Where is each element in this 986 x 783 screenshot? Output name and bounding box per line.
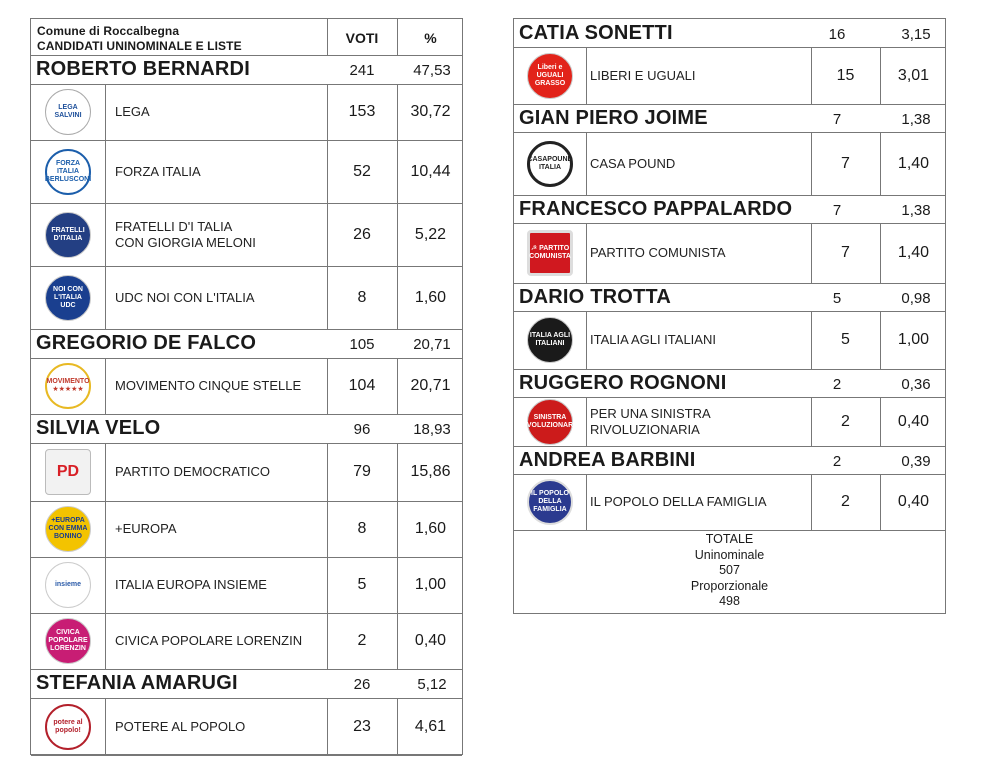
candidate-row	[31, 669, 462, 698]
column-divider	[327, 358, 328, 414]
party-name	[115, 633, 321, 649]
party-percent: 0,40	[414, 632, 447, 649]
party-votes: 104	[348, 377, 376, 394]
column-divider	[105, 358, 106, 414]
candidate-name: ANDREA BARBINI	[519, 448, 696, 471]
liberi-e-uguali-icon: Liberi e UGUALI GRASSO	[527, 53, 573, 99]
candidate-percent: 18,93	[413, 421, 451, 438]
candidate-votes: 2	[832, 452, 842, 470]
party-name-line: POTERE AL POPOLO	[115, 718, 246, 734]
totals-box	[514, 532, 945, 610]
candidate-votes: 5	[832, 289, 842, 307]
party-percent: 20,71	[410, 377, 451, 394]
right-results-table	[513, 18, 946, 614]
column-divider	[397, 698, 398, 755]
party-name	[590, 156, 805, 172]
partito-democratico-icon: PD	[45, 449, 91, 495]
party-name-line: LIBERI E UGUALI	[590, 67, 696, 83]
party-percent: 30,72	[410, 103, 451, 120]
column-divider	[811, 223, 812, 283]
candidate-name: ROBERTO BERNARDI	[36, 58, 250, 80]
column-divider	[105, 84, 106, 140]
party-votes: 52	[353, 162, 371, 180]
movimento-5-stelle-icon: MOVIMENTO ★★★★★	[45, 363, 91, 409]
column-divider	[327, 84, 328, 140]
party-name-line: FRATELLI D'I TALIA	[115, 218, 233, 234]
column-divider	[397, 557, 398, 613]
candidate-percent: 47,53	[413, 62, 451, 79]
column-divider	[327, 557, 328, 613]
candidate-percent: 1,38	[901, 201, 931, 219]
party-percent: 1,00	[414, 576, 447, 593]
party-percent: 0,40	[897, 493, 930, 510]
party-name-line: UDC NOI CON L'ITALIA	[115, 289, 255, 305]
party-name	[115, 378, 321, 394]
candidate-votes: 241	[349, 62, 375, 79]
column-divider	[327, 203, 328, 266]
party-percent: 15,86	[410, 463, 451, 480]
party-name	[115, 464, 321, 480]
udc-noi-con-italia-icon: NOI CON L'ITALIA UDC	[45, 275, 91, 321]
party-percent: 1,40	[897, 154, 930, 172]
column-divider	[327, 698, 328, 755]
piu-europa-icon: +EUROPA CON EMMA BONINO	[45, 506, 91, 552]
party-name	[115, 521, 321, 537]
column-divider	[105, 443, 106, 501]
column-divider	[105, 266, 106, 329]
party-name	[115, 290, 321, 306]
party-name-line: ITALIA EUROPA INSIEME	[115, 577, 267, 592]
party-votes: 2	[841, 412, 850, 430]
party-votes: 8	[357, 288, 367, 306]
party-name	[115, 719, 321, 735]
column-divider	[327, 266, 328, 329]
candidate-row	[31, 329, 462, 358]
italia-europa-insieme-icon: insieme	[45, 562, 91, 608]
candidate-votes: 2	[832, 375, 842, 393]
column-divider	[397, 443, 398, 501]
party-percent: 1,60	[414, 520, 447, 537]
party-name	[590, 68, 805, 84]
party-percent: 5,22	[414, 225, 447, 243]
candidate-name: CATIA SONETTI	[519, 21, 673, 44]
column-divider	[811, 132, 812, 195]
lega-salvini-icon: LEGA SALVINI	[45, 89, 91, 135]
party-percent: 1,00	[897, 331, 930, 348]
party-name	[115, 104, 321, 120]
candidate-row	[514, 446, 945, 474]
candidate-name: GREGORIO DE FALCO	[36, 332, 257, 354]
potere-al-popolo-icon: potere al popolo!	[45, 704, 91, 750]
candidate-percent: 20,71	[413, 336, 451, 353]
party-percent: 0,40	[897, 412, 930, 430]
party-votes: 5	[841, 331, 850, 348]
column-divider	[327, 19, 328, 55]
party-name-line: CASA POUND	[590, 155, 676, 171]
party-name-line: FORZA ITALIA	[115, 163, 201, 179]
left-results-table	[30, 18, 463, 755]
candidate-votes: 7	[832, 201, 842, 219]
column-divider	[105, 613, 106, 669]
column-divider	[811, 47, 812, 104]
candidate-name: GIAN PIERO JOIME	[519, 106, 708, 129]
party-votes: 23	[353, 717, 371, 735]
candidate-name: DARIO TROTTA	[519, 285, 672, 308]
candidate-votes: 26	[353, 676, 371, 693]
sinistra-rivoluzionaria-icon: SINISTRA RIVOLUZIONARIA	[527, 399, 573, 445]
party-name-line: ITALIA AGLI ITALIANI	[590, 332, 716, 347]
column-divider	[880, 474, 881, 530]
party-votes: 15	[836, 66, 855, 84]
party-votes: 7	[841, 244, 850, 261]
candidate-percent: 3,15	[901, 25, 931, 43]
column-divider	[880, 132, 881, 195]
candidate-row	[514, 283, 945, 311]
column-divider	[105, 698, 106, 755]
column-divider	[397, 203, 398, 266]
candidate-name: SILVIA VELO	[36, 417, 161, 439]
party-votes: 8	[357, 520, 367, 537]
party-name-line: CIVICA POPOLARE LORENZIN	[115, 633, 303, 648]
party-name	[590, 245, 805, 261]
column-divider	[586, 397, 587, 446]
candidate-row	[514, 369, 945, 397]
partito-comunista-icon: ☭ PARTITO COMUNISTA	[527, 230, 573, 276]
party-percent: 1,40	[897, 244, 930, 261]
party-name	[590, 332, 805, 348]
candidate-votes: 105	[349, 336, 375, 353]
column-divider	[397, 140, 398, 203]
column-divider	[880, 47, 881, 104]
column-divider	[880, 223, 881, 283]
party-percent: 1,60	[414, 288, 447, 306]
party-votes: 2	[357, 632, 367, 649]
column-divider	[397, 266, 398, 329]
party-votes: 26	[353, 225, 371, 243]
column-divider	[105, 203, 106, 266]
column-divider	[105, 501, 106, 557]
casa-pound-icon: CASAPOUND ITALIA	[527, 141, 573, 187]
party-votes: 79	[353, 463, 371, 480]
total-line: TOTALE	[705, 532, 754, 546]
party-name	[115, 219, 321, 251]
fratelli-italia-icon: FRATELLI D'ITALIA	[45, 212, 91, 258]
header-line-1: Comune di Roccalbegna	[37, 24, 180, 38]
total-line: Uninominale	[694, 547, 765, 562]
candidate-row	[514, 19, 945, 47]
popolo-della-famiglia-icon: IL POPOLO DELLA FAMIGLIA	[527, 479, 573, 525]
party-name-line: PARTITO COMUNISTA	[590, 245, 726, 260]
total-line: 498	[719, 594, 740, 608]
municipality-title	[37, 24, 242, 54]
party-name	[115, 577, 321, 593]
party-name-line: MOVIMENTO CINQUE STELLE	[115, 378, 302, 393]
party-name	[590, 406, 805, 438]
candidate-row	[514, 104, 945, 132]
candidate-percent: 0,36	[901, 375, 931, 393]
candidate-row	[514, 195, 945, 223]
party-percent: 4,61	[414, 717, 447, 735]
column-divider	[586, 474, 587, 530]
column-divider	[586, 47, 587, 104]
party-name-line: RIVOLUZIONARIA	[590, 421, 700, 437]
column-divider	[811, 397, 812, 446]
party-name-line: PER UNA SINISTRA	[590, 405, 711, 421]
candidate-percent: 0,39	[901, 452, 931, 470]
column-divider	[327, 140, 328, 203]
candidate-name: FRANCESCO PAPPALARDO	[519, 197, 793, 220]
row-divider	[514, 530, 945, 531]
candidate-row	[31, 414, 462, 443]
header-line-2: CANDIDATI UNINOMINALE E LISTE	[37, 39, 242, 53]
column-divider	[327, 501, 328, 557]
candidate-row	[31, 55, 462, 84]
candidate-name: RUGGERO ROGNONI	[519, 371, 727, 394]
party-name-line: CON GIORGIA MELONI	[115, 234, 256, 250]
candidate-percent: 5,12	[417, 676, 447, 693]
column-divider	[397, 19, 398, 55]
column-divider	[397, 358, 398, 414]
column-divider	[811, 474, 812, 530]
row-divider	[31, 755, 462, 756]
column-divider	[880, 397, 881, 446]
column-divider	[105, 140, 106, 203]
column-divider	[327, 613, 328, 669]
civica-popolare-icon: CIVICA POPOLARE LORENZIN	[45, 618, 91, 664]
column-divider	[586, 223, 587, 283]
column-header-percent: %	[424, 30, 437, 46]
forza-italia-icon: FORZA ITALIA BERLUSCONI	[45, 149, 91, 195]
candidate-name: STEFANIA AMARUGI	[36, 672, 238, 694]
candidate-votes: 7	[832, 110, 842, 128]
column-divider	[586, 311, 587, 369]
candidate-percent: 1,38	[901, 110, 931, 128]
party-votes: 7	[841, 154, 850, 172]
column-divider	[105, 557, 106, 613]
party-percent: 10,44	[410, 162, 451, 180]
party-name-line: PARTITO DEMOCRATICO	[115, 464, 271, 479]
column-divider	[397, 613, 398, 669]
party-name	[590, 494, 805, 510]
total-line: Proporzionale	[690, 578, 769, 593]
column-divider	[880, 311, 881, 369]
column-header-voti: VOTI	[345, 30, 379, 46]
column-divider	[586, 132, 587, 195]
party-votes: 2	[841, 493, 850, 510]
column-divider	[397, 84, 398, 140]
column-divider	[397, 501, 398, 557]
party-name-line: LEGA	[115, 104, 150, 119]
candidate-percent: 0,98	[901, 289, 931, 307]
party-votes: 153	[348, 103, 376, 120]
candidate-votes: 16	[828, 25, 846, 43]
party-votes: 5	[357, 576, 367, 593]
total-line: 507	[719, 563, 740, 577]
italia-agli-italiani-icon: ITALIA AGLI ITALIANI	[527, 317, 573, 363]
party-name-line: IL POPOLO DELLA FAMIGLIA	[590, 494, 767, 509]
party-percent: 3,01	[897, 66, 930, 84]
party-name-line: +EUROPA	[115, 521, 177, 536]
candidate-votes: 96	[353, 421, 371, 438]
column-divider	[327, 443, 328, 501]
column-divider	[811, 311, 812, 369]
party-name	[115, 164, 321, 180]
